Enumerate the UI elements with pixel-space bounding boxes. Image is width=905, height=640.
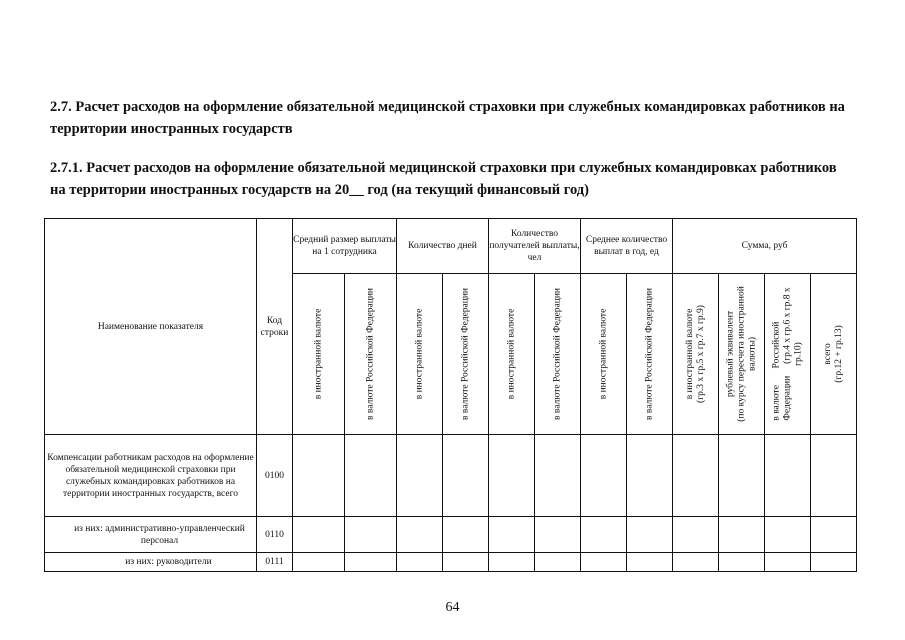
- column-header-line-code: Код строки: [257, 219, 293, 435]
- data-cell: [765, 435, 811, 517]
- group-header-avg-payments-count: Среднее количество выплат в год, ед: [581, 219, 673, 274]
- data-cell: [627, 517, 673, 553]
- group-header-sum: Сумма, руб: [673, 219, 857, 274]
- data-cell: [489, 435, 535, 517]
- data-cell: [293, 517, 345, 553]
- table-row: [45, 553, 857, 572]
- data-cell: [627, 435, 673, 517]
- data-cell: [627, 553, 673, 572]
- subheader-rf-currency: в валюте Российской Федерации: [535, 274, 581, 435]
- table-row: [45, 435, 857, 517]
- data-cell: [581, 553, 627, 572]
- data-cell: [535, 435, 581, 517]
- data-cell: [673, 553, 719, 572]
- data-cell: [489, 517, 535, 553]
- subheader-rf-currency: в валюте Российской Федерации: [443, 274, 489, 435]
- group-header-days: Количество дней: [397, 219, 489, 274]
- data-cell: [535, 553, 581, 572]
- subheader-sum-total: всего (гр.12 + гр.13): [811, 274, 857, 435]
- subheader-rf-currency: в валюте Российской Федерации: [345, 274, 397, 435]
- data-cell: [345, 517, 397, 553]
- row-code: 0100: [257, 435, 293, 517]
- subheader-sum-rf: в валюте Российской Федерации (гр.4 х гр.6 х гр.8 х гр.10): [765, 274, 811, 435]
- table-row: [45, 517, 857, 553]
- row-name: Компенсации работникам расходов на оформление обязательной медицинской страховки при служебных командировках работников на территории иностранных государств, всего: [45, 435, 257, 517]
- section-heading: 2.7. Расчет расходов на оформление обязательной медицинской страховки при служебных командировках работников на территории иностранных государств: [50, 99, 845, 137]
- row-code: 0110: [257, 517, 293, 553]
- data-cell: [719, 435, 765, 517]
- data-cell: [673, 435, 719, 517]
- data-cell: [719, 553, 765, 572]
- data-cell: [293, 553, 345, 572]
- data-cell: [397, 553, 443, 572]
- subheader-foreign-currency: в иностранной валюте: [489, 274, 535, 435]
- page-number: 64: [445, 600, 460, 615]
- row-name: из них: административно-управленческий персонал: [45, 517, 257, 553]
- data-cell: [581, 435, 627, 517]
- data-cell: [811, 517, 857, 553]
- data-cell: [673, 517, 719, 553]
- data-cell: [581, 517, 627, 553]
- row-code: 0111: [257, 553, 293, 572]
- data-cell: [397, 517, 443, 553]
- data-cell: [535, 517, 581, 553]
- subheader-sum-foreign: в иностранной валюте (гр.3 х гр.5 х гр.7 х гр.9): [673, 274, 719, 435]
- data-cell: [765, 517, 811, 553]
- data-cell: [489, 553, 535, 572]
- group-header-avg-payment: Средний размер выплаты на 1 сотрудника: [293, 219, 397, 274]
- data-cell: [443, 553, 489, 572]
- data-cell: [811, 553, 857, 572]
- data-cell: [719, 517, 765, 553]
- column-header-indicator: Наименование показателя: [45, 219, 257, 435]
- expense-table: [44, 218, 857, 572]
- data-cell: [811, 435, 857, 517]
- subheader-foreign-currency: в иностранной валюте: [581, 274, 627, 435]
- data-cell: [397, 435, 443, 517]
- subheader-rf-currency: в валюте Российской Федерации: [627, 274, 673, 435]
- table-header-row: [45, 219, 857, 274]
- row-name: из них: руководители: [45, 553, 257, 572]
- data-cell: [293, 435, 345, 517]
- data-cell: [345, 553, 397, 572]
- data-cell: [765, 553, 811, 572]
- data-cell: [345, 435, 397, 517]
- subheader-foreign-currency: в иностранной валюте: [397, 274, 443, 435]
- subsection-heading: 2.7.1. Расчет расходов на оформление обязательной медицинской страховки при служебных командировках работников на территории иностранных государств на 20__ год (на текущий финансовый год): [50, 160, 837, 198]
- group-header-recipients: Количество получателей выплаты, чел: [489, 219, 581, 274]
- data-cell: [443, 435, 489, 517]
- subheader-sum-rub-equivalent: рублевый эквивалент (по курсу пересчета иностранной валюты): [719, 274, 765, 435]
- data-cell: [443, 517, 489, 553]
- subheader-foreign-currency: в иностранной валюте: [293, 274, 345, 435]
